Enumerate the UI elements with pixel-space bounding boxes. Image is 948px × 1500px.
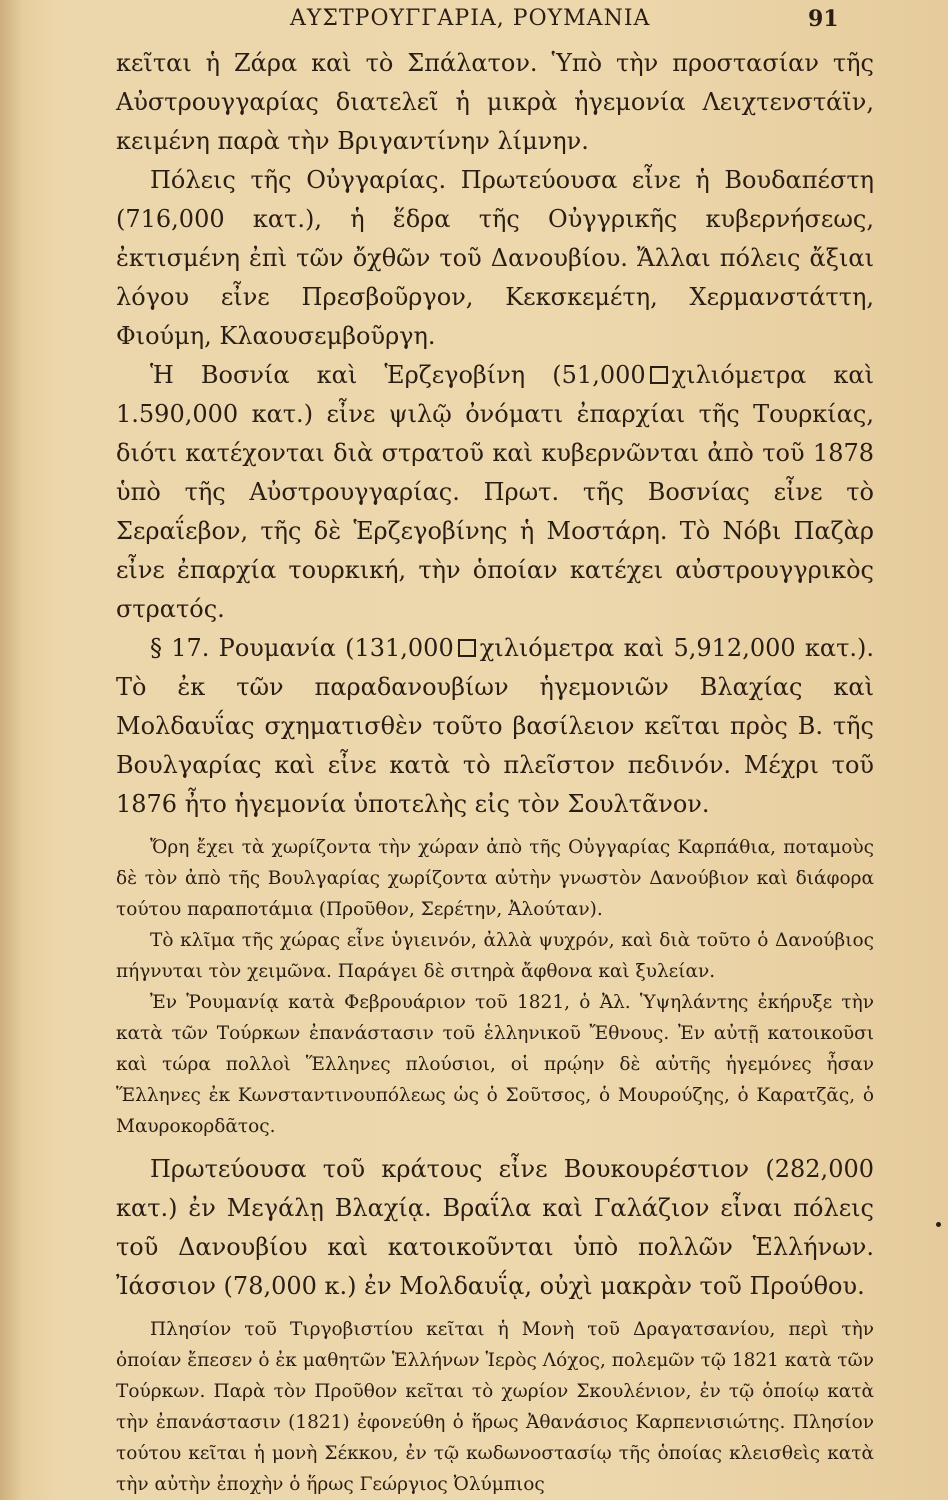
note-paragraph: Τὸ κλῖμα τῆς χώρας εἶνε ὑγιεινόν, ἀλλὰ ψυχρόν, καὶ διὰ τοῦτο ὁ Δανούβιος πήγνυται τὸν χειμῶνα. Παράγει δὲ σιτηρὰ ἄφθονα καὶ ξυλείαν. (116, 930, 874, 982)
large-text-block-2 (116, 1150, 874, 1306)
paragraph-text: χιλιόμετρα καὶ 1.590,000 κατ.) εἶνε ψιλῷ ὀνόματι ἐπαρχίαι τῆς Τουρκίας, διότι κατέχονται διὰ στρατοῦ καὶ κυβερνῶνται ἀπὸ τοῦ 1878 ὑπὸ τῆς Αὐστρουγγαρίας. Πρωτ. τῆς Βοσνίας εἶνε τὸ Σεραΐεβον, τῆς δὲ Ἑρζεγοβίνης ἡ Μοστάρη. Τὸ Νόβι Παζὰρ εἶνε ἐπαρχία τουρκική, τὴν ὁποίαν κατέχει αὐστρουγγρικὸς στρατός. (116, 361, 874, 623)
paragraph: Πρωτεύουσα τοῦ κράτους εἶνε Βουκουρέστιον (282,000 κατ.) ἐν Μεγάλῃ Βλαχίᾳ. Βραΐλα καὶ Γαλάζιον εἶναι πόλεις τοῦ Δανουβίου καὶ κατοικοῦνται ὑπὸ πολλῶν Ἑλλήνων. Ἰάσσιον (78,000 κ.) ἐν Μολδαυΐᾳ, οὐχὶ μακρὰν τοῦ Προύθου. (116, 1155, 874, 1300)
note-paragraph: Ἐν Ῥουμανίᾳ κατὰ Φεβρουάριον τοῦ 1821, ὁ Ἀλ. Ὑψηλάντης ἐκήρυξε τὴν κατὰ τῶν Τούρκων ἐπανάστασιν τοῦ ἑλληνικοῦ Ἔθνους. Ἐν αὐτῇ κατοικοῦσι καὶ τώρα πολλοὶ Ἕλληνες πλούσιοι, οἱ πρῴην δὲ αὐτῆς ἡγεμόνες ἦσαν Ἕλληνες ἐκ Κωνσταντινουπόλεως ὡς ὁ Σοῦτσος, ὁ Μουρούζης, ὁ Καρατζᾶς, ὁ Μαυροκορδᾶτος. (116, 992, 874, 1137)
paragraph: κεῖται ἡ Ζάρα καὶ τὸ Σπάλατον. Ὑπὸ τὴν προστασίαν τῆς Αὐστρουγγαρίας διατελεῖ ἡ μικρὰ ἡγεμονία Λειχτενστάϊν, κειμένη παρὰ τὴν Βριγαντίνην λίμνην. (116, 49, 874, 155)
page-number: 91 (808, 6, 839, 32)
paragraph (116, 629, 874, 824)
binding-shadow (0, 0, 22, 1500)
paragraph (116, 356, 874, 629)
body-text (116, 44, 874, 1500)
small-text-block-2 (116, 1314, 874, 1500)
paragraph-text: Ἡ Βοσνία καὶ Ἑρζεγοβίνη (51,000 (150, 361, 646, 389)
section-heading: § 17. Ρουμανία (131,000 (150, 634, 454, 662)
note-paragraph: Ὄρη ἔχει τὰ χωρίζοντα τὴν χώραν ἀπὸ τῆς Οὐγγαρίας Καρπάθια, ποταμοὺς δὲ τὸν ἀπὸ τῆς Βουλγαρίας χωρίζοντα αὐτὴν γνωστὸν Δανούβιον καὶ διάφορα τούτου παραποτάμια (Προῦθον, Σερέτην, Ἀλούταν). (116, 837, 874, 920)
note-paragraph: Πλησίον τοῦ Τιργοβιστίου κεῖται ἡ Μονὴ τοῦ Δραγατσανίου, περὶ τὴν ὁποίαν ἔπεσεν ὁ ἐκ μαθητῶν Ἑλλήνων Ἱερὸς Λόχος, πολεμῶν τῷ 1821 κατὰ τῶν Τούρκων. Παρὰ τὸν Προῦθον κεῖται τὸ χωρίον Σκουλένιον, ἐν τῷ ὁποίῳ κατὰ τὴν ἐπανάστασιν (1821) ἐφονεύθη ὁ ἥρως Ἀθανάσιος Καρπενισιώτης. Πλησίον τούτου κεῖται ἡ μονὴ Σέκκου, ἐν τῷ κωδωνοστασίῳ τῆς ὁποίας κλεισθεὶς κατὰ τὴν αὐτὴν ἐποχὴν ὁ ἥρως Γεώργιος Ὀλύμπιος (116, 1319, 874, 1495)
square-symbol-icon (458, 639, 476, 657)
small-text-block-1 (116, 832, 874, 1142)
large-text-block-1 (116, 44, 874, 824)
running-header (0, 4, 948, 34)
paragraph: Πόλεις τῆς Οὐγγαρίας. Πρωτεύουσα εἶνε ἡ Βουδαπέστη (716,000 κατ.), ἡ ἕδρα τῆς Οὐγγρικῆς κυβερνήσεως, ἐκτισμένη ἐπὶ τῶν ὄχθῶν τοῦ Δανουβίου. Ἄλλαι πόλεις ἄξιαι λόγου εἶνε Πρεσβοῦργον, Κεκσκεμέτη, Χερμανστάττη, Φιούμη, Κλαουσεμβοῦργη. (116, 166, 874, 350)
paragraph-text: χιλιόμετρα καὶ 5,912,000 κατ.). Τὸ ἐκ τῶν παραδανουβίων ἡγεμονιῶν Βλαχίας καὶ Μολδαυΐας σχηματισθὲν τοῦτο βασίλειον κεῖται πρὸς Β. τῆς Βουλγαρίας καὶ εἶνε κατὰ τὸ πλεῖστον πεδινόν. Μέχρι τοῦ 1876 ἦτο ἡγεμονία ὑποτελὴς εἰς τὸν Σουλτᾶνον. (116, 634, 874, 818)
ink-dot (936, 1222, 941, 1227)
running-title: ΑΥΣΤΡΟΥΓΓΑΡΙΑ, ΡΟΥΜΑΝΙΑ (290, 6, 651, 31)
square-symbol-icon (650, 366, 668, 384)
